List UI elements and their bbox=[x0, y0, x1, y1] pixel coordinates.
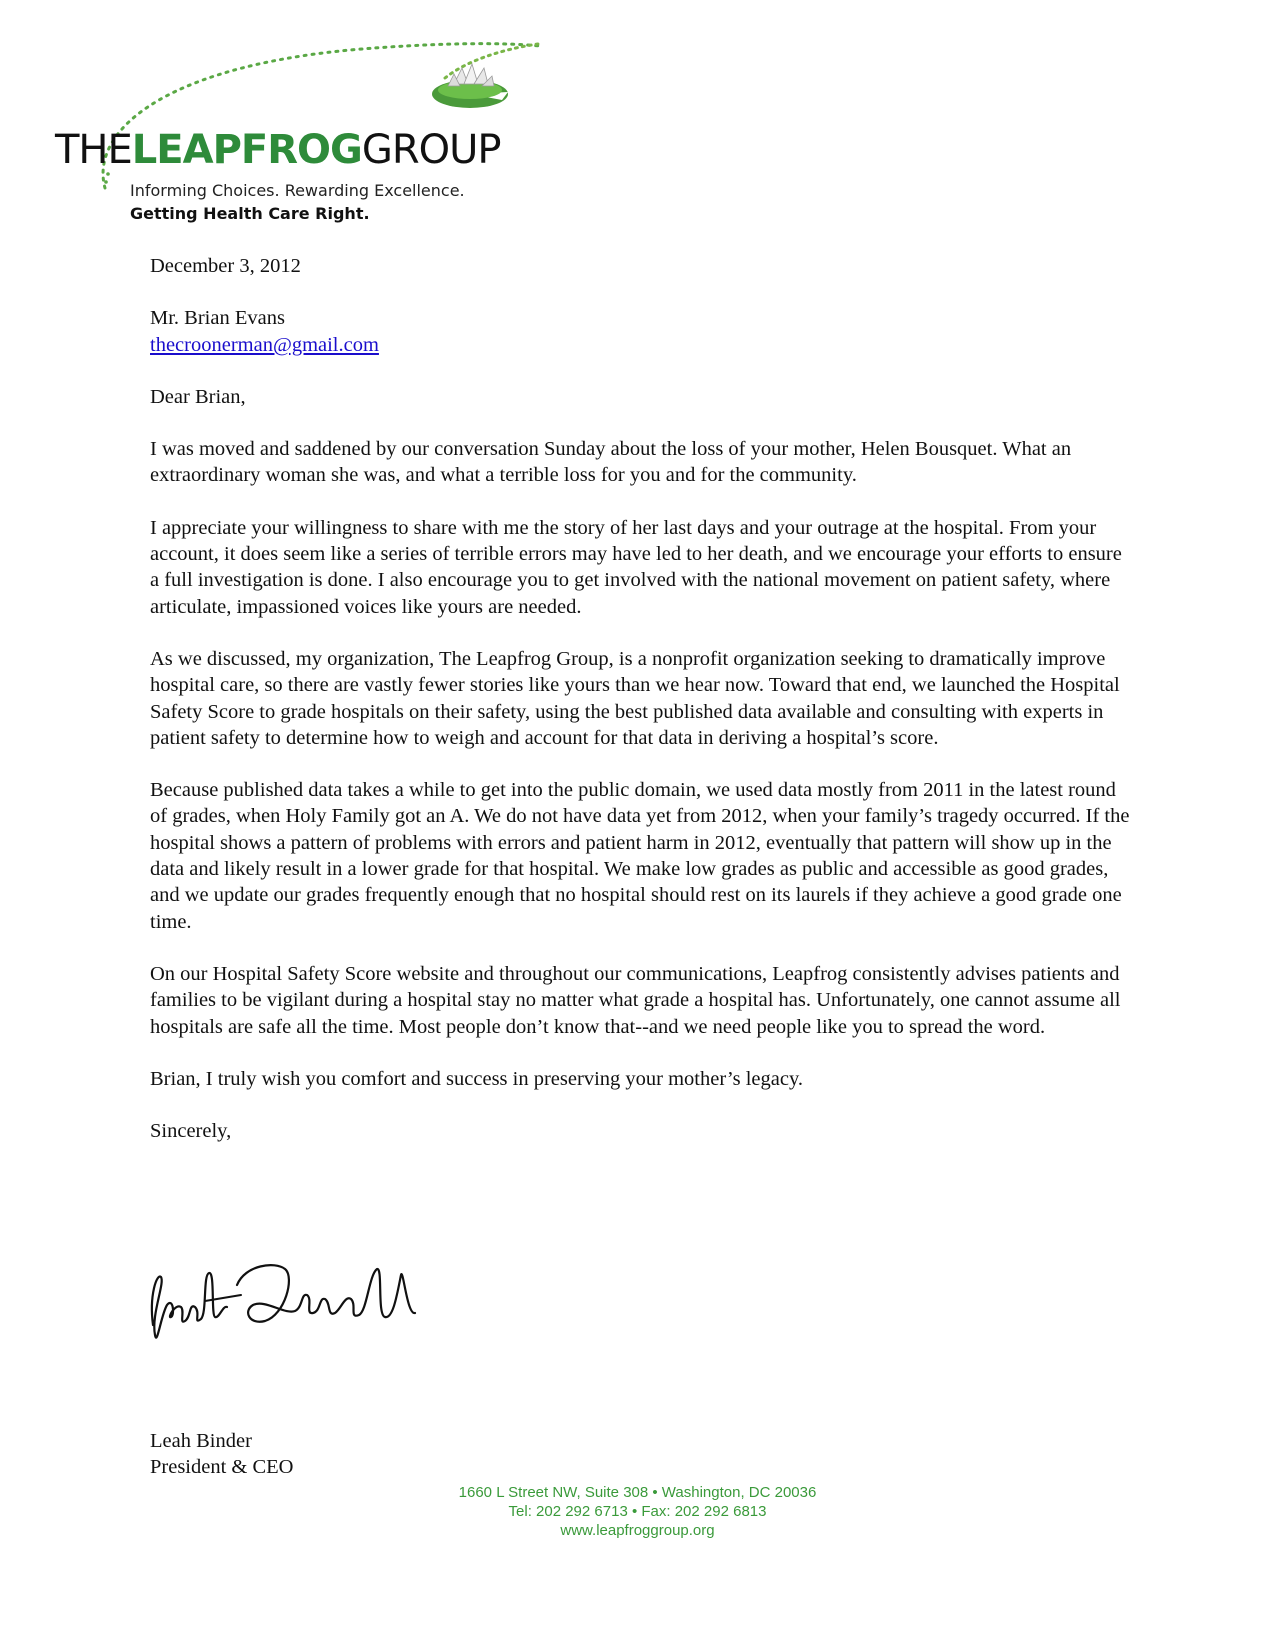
letter-body bbox=[150, 253, 1130, 1144]
paragraph: As we discussed, my organization, The Leapfrog Group, is a nonprofit organization seeking to dramatically improve hospital care, so there are vastly fewer stories like yours than we hear now. Toward that end, we launched the Hospital Safety Score to grade hospitals on their safety, using the best published data available and consulting with experts in patient safety to determine how to weigh and account for that data in deriving a hospital’s score. bbox=[150, 647, 1120, 749]
recipient-name: Mr. Brian Evans bbox=[150, 307, 285, 330]
signer-name: Leah Binder bbox=[150, 1430, 252, 1452]
signer-title: President & CEO bbox=[150, 1456, 294, 1479]
logo-word-group: GROUP bbox=[361, 127, 501, 173]
logo-tagline: Informing Choices. Rewarding Excellence. bbox=[130, 181, 465, 200]
logo-word-the: THE bbox=[55, 127, 132, 173]
footer-address: 1660 L Street NW, Suite 308 • Washington, DC 20036 bbox=[458, 1484, 817, 1501]
footer-phone: Tel: 202 292 6713 • Fax: 202 292 6813 bbox=[508, 1503, 767, 1520]
paragraph: Because published data takes a while to get into the public domain, we used data mostly from 2011 in the latest round of grades, when Holy Family got an A. We do not have data yet from 2012, when your family’s tragedy occurred. If the hospital shows a pattern of problems with errors and patient harm in 2012, eventually that pattern will show up in the data and likely result in a lower grade for that hospital. We make low grades as public and accessible as good grades, and we update our grades frequently enough that no hospital should rest on its laurels if they achieve a good grade one time. bbox=[150, 779, 1130, 933]
signer-block bbox=[150, 1428, 294, 1481]
footer-website[interactable]: www.leapfroggroup.org bbox=[560, 1522, 715, 1539]
paragraph: I appreciate your willingness to share with me the story of her last days and your outrage at the hospital. From your account, it does seem like a series of terrible errors may have led to her death, and we encourage your efforts to ensure a full investigation is done. I also encourage you to get involved with the national movement on patient safety, where articulate, impassioned voices like yours are needed. bbox=[150, 516, 1122, 618]
paragraph: Brian, I truly wish you comfort and success in preserving your mother’s legacy. bbox=[150, 1067, 803, 1090]
logo-tagline-bold: Getting Health Care Right. bbox=[130, 204, 370, 223]
paragraph: On our Hospital Safety Score website and throughout our communications, Leapfrog consistently advises patients and families to be vigilant during a hospital stay no matter what grade a hospital has. Unfortunately, one cannot assume all hospitals are safe all the time. Most people don’t know that--and we need people like you to spread the word. bbox=[150, 962, 1121, 1038]
letterhead-footer bbox=[0, 1483, 1275, 1540]
recipient-email-link[interactable]: thecroonerman@gmail.com bbox=[150, 333, 379, 356]
handwritten-signature bbox=[145, 1255, 455, 1355]
letter-date: December 3, 2012 bbox=[150, 255, 301, 277]
closing: Sincerely, bbox=[150, 1120, 232, 1143]
logo-word-leapfrog: LEAPFROG bbox=[131, 127, 362, 173]
logo-wordmark bbox=[55, 127, 501, 173]
salutation: Dear Brian, bbox=[150, 385, 246, 408]
leapfrog-logo bbox=[50, 38, 570, 228]
paragraph: I was moved and saddened by our conversation Sunday about the loss of your mother, Helen Bousquet. What an extraordinary woman she was, and what a terrible loss for you and for the community. bbox=[150, 438, 1072, 487]
